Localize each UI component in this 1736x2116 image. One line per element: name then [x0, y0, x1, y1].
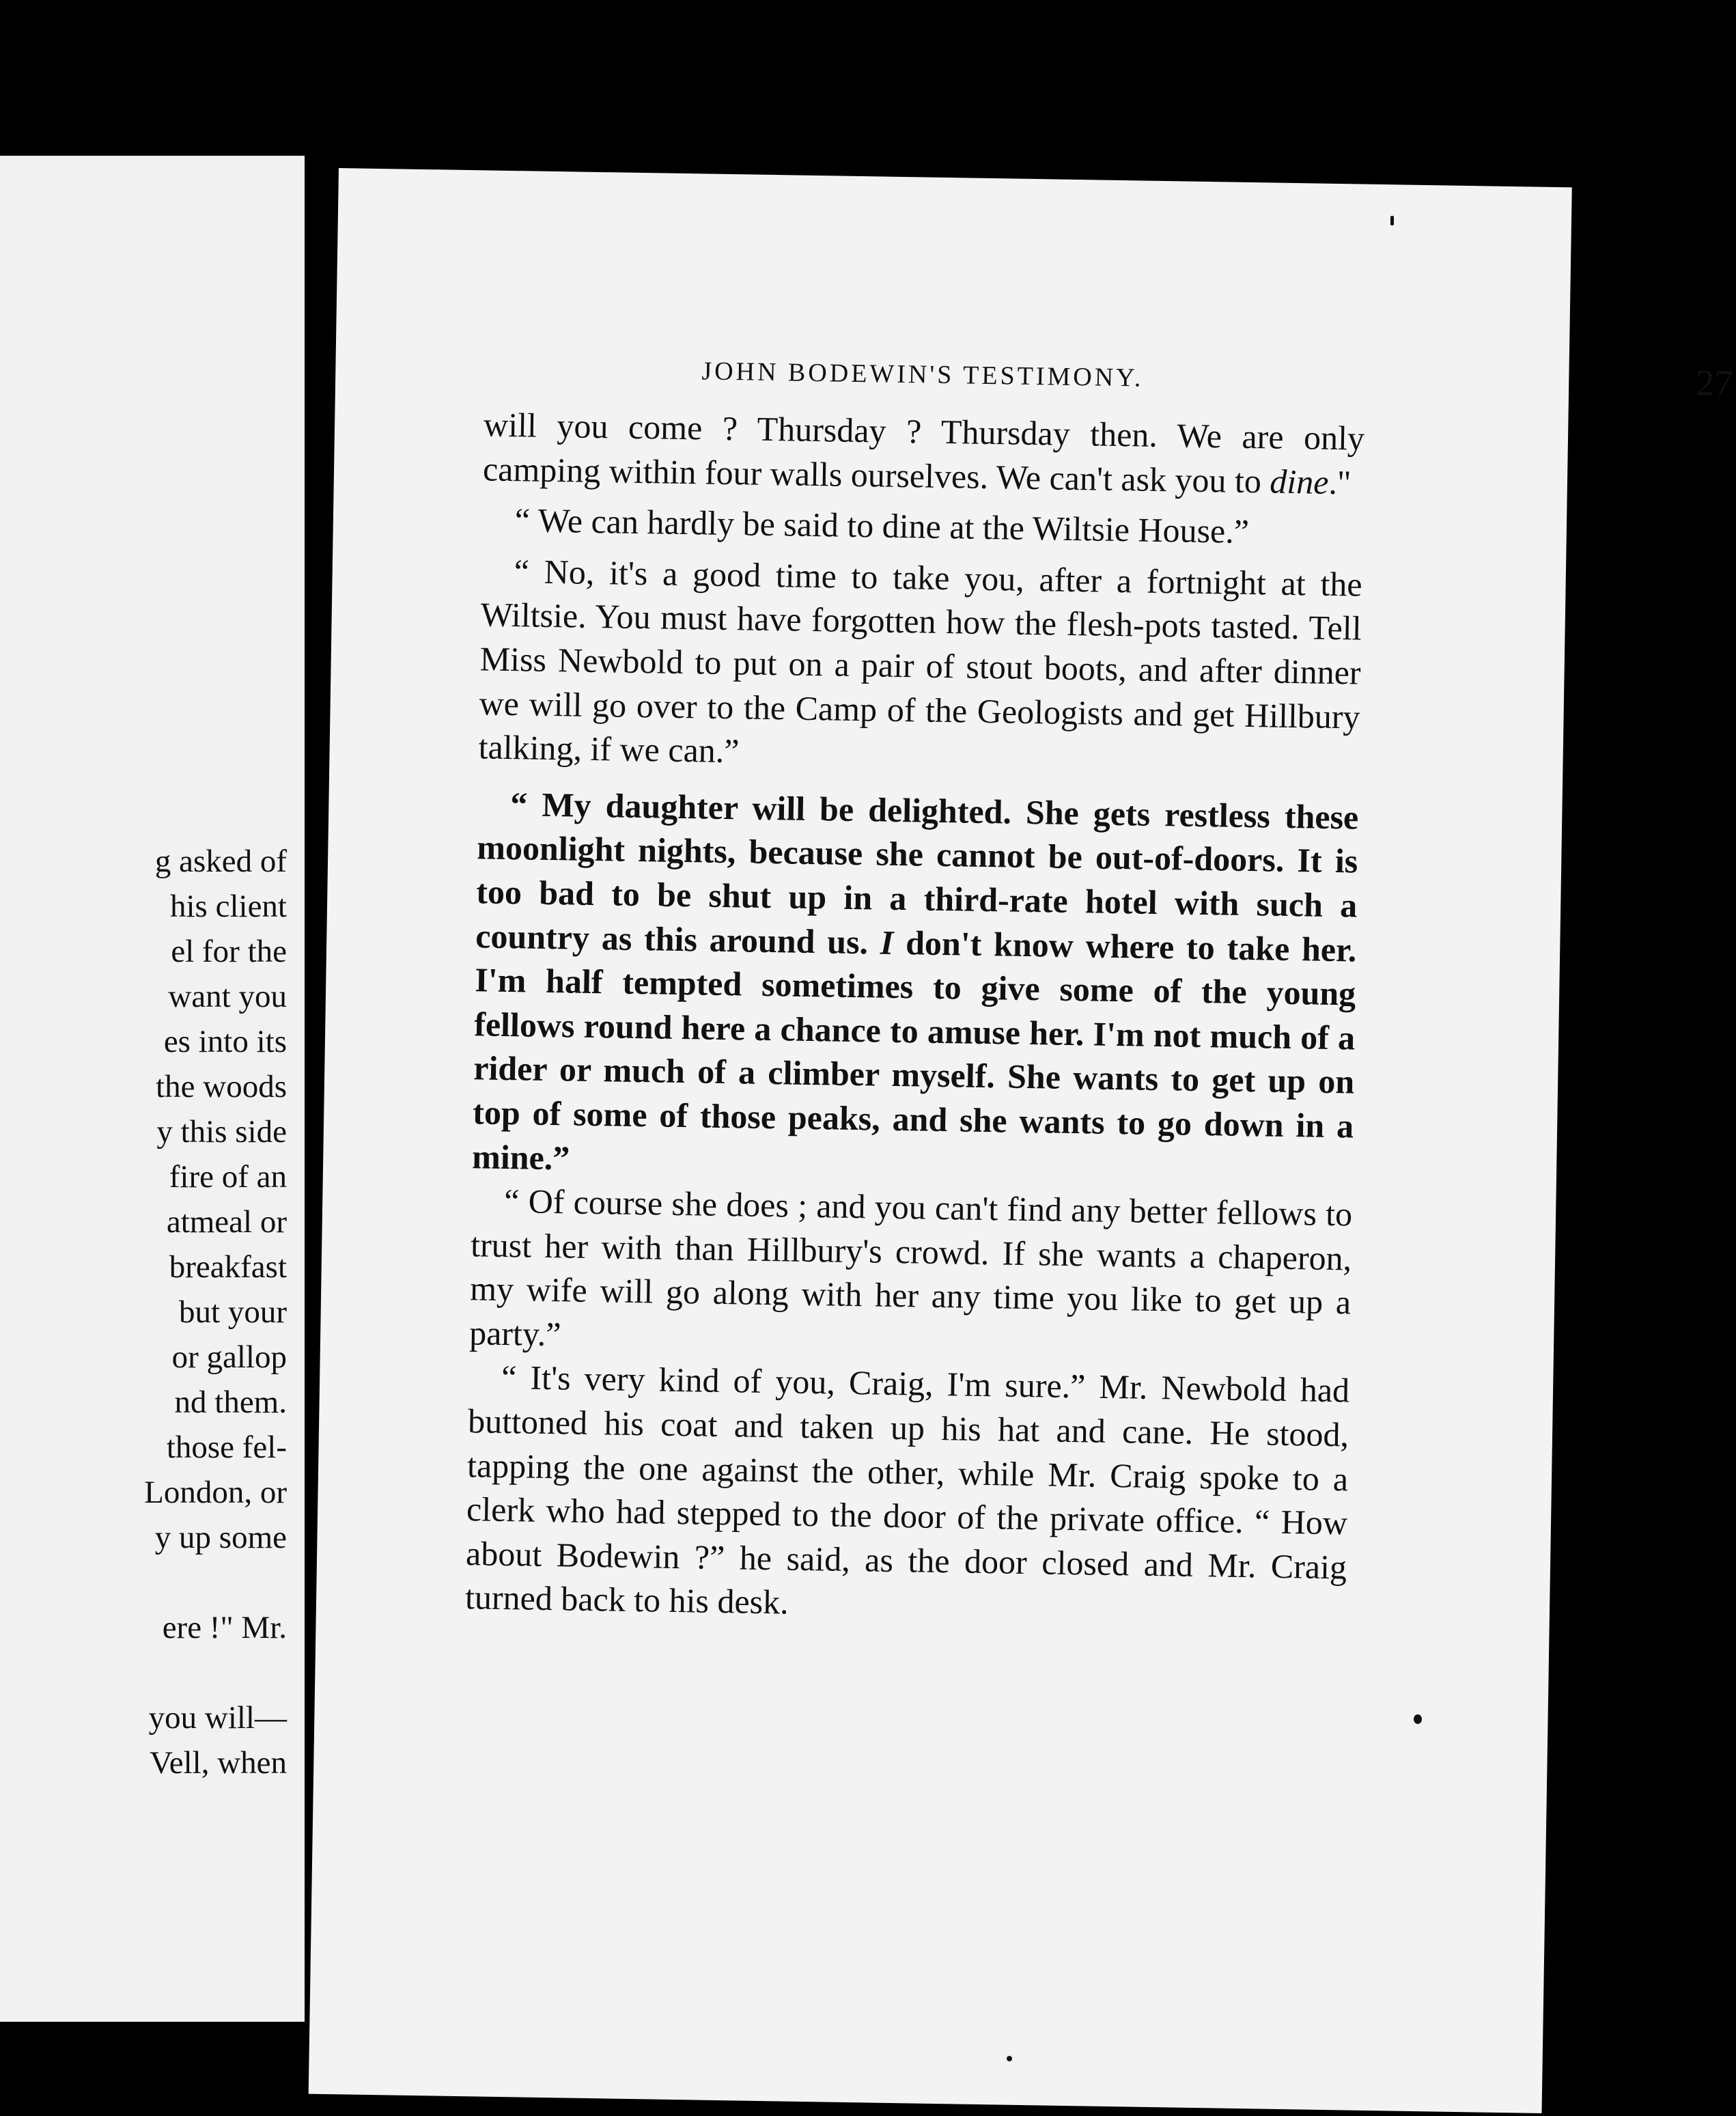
paragraph: “ Of course she does ; and you can't find any better fellows to trust her with than Hillbury's crowd. If she wants a chaperon, my wife will go along with her any time you like to get up a party.” — [468, 1182, 1353, 1354]
scan-speck — [1390, 216, 1394, 225]
left-page-fragment — [0, 156, 305, 2022]
scan-speck — [1414, 1714, 1422, 1724]
paragraph: “ My daughter will be delighted. She gets restless these moonlight nights, because she cannot be out-of-doors. It is too bad to be shut up in a third-rate hotel with such a country as this around us. I don't know where to take her. I'm half tempted sometimes to give some of the young fellows round here a chance to amuse her. I'm not much of a rider or much of a climber myself. She wants to get up on top of some of those peaks, and she wants to go down in a mine.” — [471, 784, 1359, 1177]
left-line: y this side — [156, 1114, 287, 1150]
book-page — [309, 168, 1733, 2113]
scan-speck — [1007, 2056, 1012, 2061]
left-line: ere !" Mr. — [162, 1610, 287, 1645]
page-number: 27 — [1695, 362, 1733, 404]
left-line: the woods — [156, 1069, 287, 1104]
left-line: or gallop — [171, 1339, 287, 1375]
left-line: you will— — [148, 1700, 287, 1736]
left-line: London, or — [144, 1475, 287, 1510]
running-title: JOHN BODEWIN'S TESTIMONY. — [701, 357, 1144, 393]
left-line: those fel- — [166, 1430, 287, 1465]
paragraph: will you come ? Thursday ? Thursday then. We are only camping within four walls ourselves. We can't ask you to dine." — [482, 405, 1365, 501]
left-line: fire of an — [169, 1159, 287, 1195]
left-line: breakfast — [169, 1249, 287, 1285]
italic-word: I — [880, 923, 894, 962]
left-line: want you — [168, 979, 287, 1014]
left-line: es into its — [163, 1024, 287, 1059]
left-line: his client — [170, 889, 287, 924]
italic-word: dine — [1269, 462, 1329, 501]
left-line: Vell, when — [149, 1745, 287, 1781]
left-line: atmeal or — [166, 1204, 287, 1240]
left-page-text — [18, 839, 305, 1785]
left-line: but your — [179, 1294, 287, 1330]
paragraph: “ It's very kind of you, Craig, I'm sure.” Mr. Newbold had buttoned his coat and taken up his hat and cane. He stood, tapping the one against the other, while Mr. Craig spoke to a clerk who had stepped to the door of the private office. “ How about Bodewin ?” he said, as the door closed and Mr. Craig turned back to his desk. — [464, 1358, 1350, 1622]
left-line: y up some — [154, 1520, 287, 1555]
left-line: el for the — [171, 934, 287, 969]
left-line: g asked of — [154, 844, 287, 879]
page-body — [465, 402, 1365, 1633]
left-line: nd them. — [174, 1384, 287, 1420]
running-head — [701, 346, 1733, 404]
paragraph: “ We can hardly be said to dine at the Wiltsie House.” — [514, 501, 1250, 551]
paragraph: “ No, it's a good time to take you, after a fortnight at the Wiltsie. You must have forgotten how the flesh-pots tasted. Tell Miss Newbold to put on a pair of stout boots, and after dinner we will go over to the Camp of the Geologists and get Hillbury talking, if we can.” — [478, 551, 1363, 770]
